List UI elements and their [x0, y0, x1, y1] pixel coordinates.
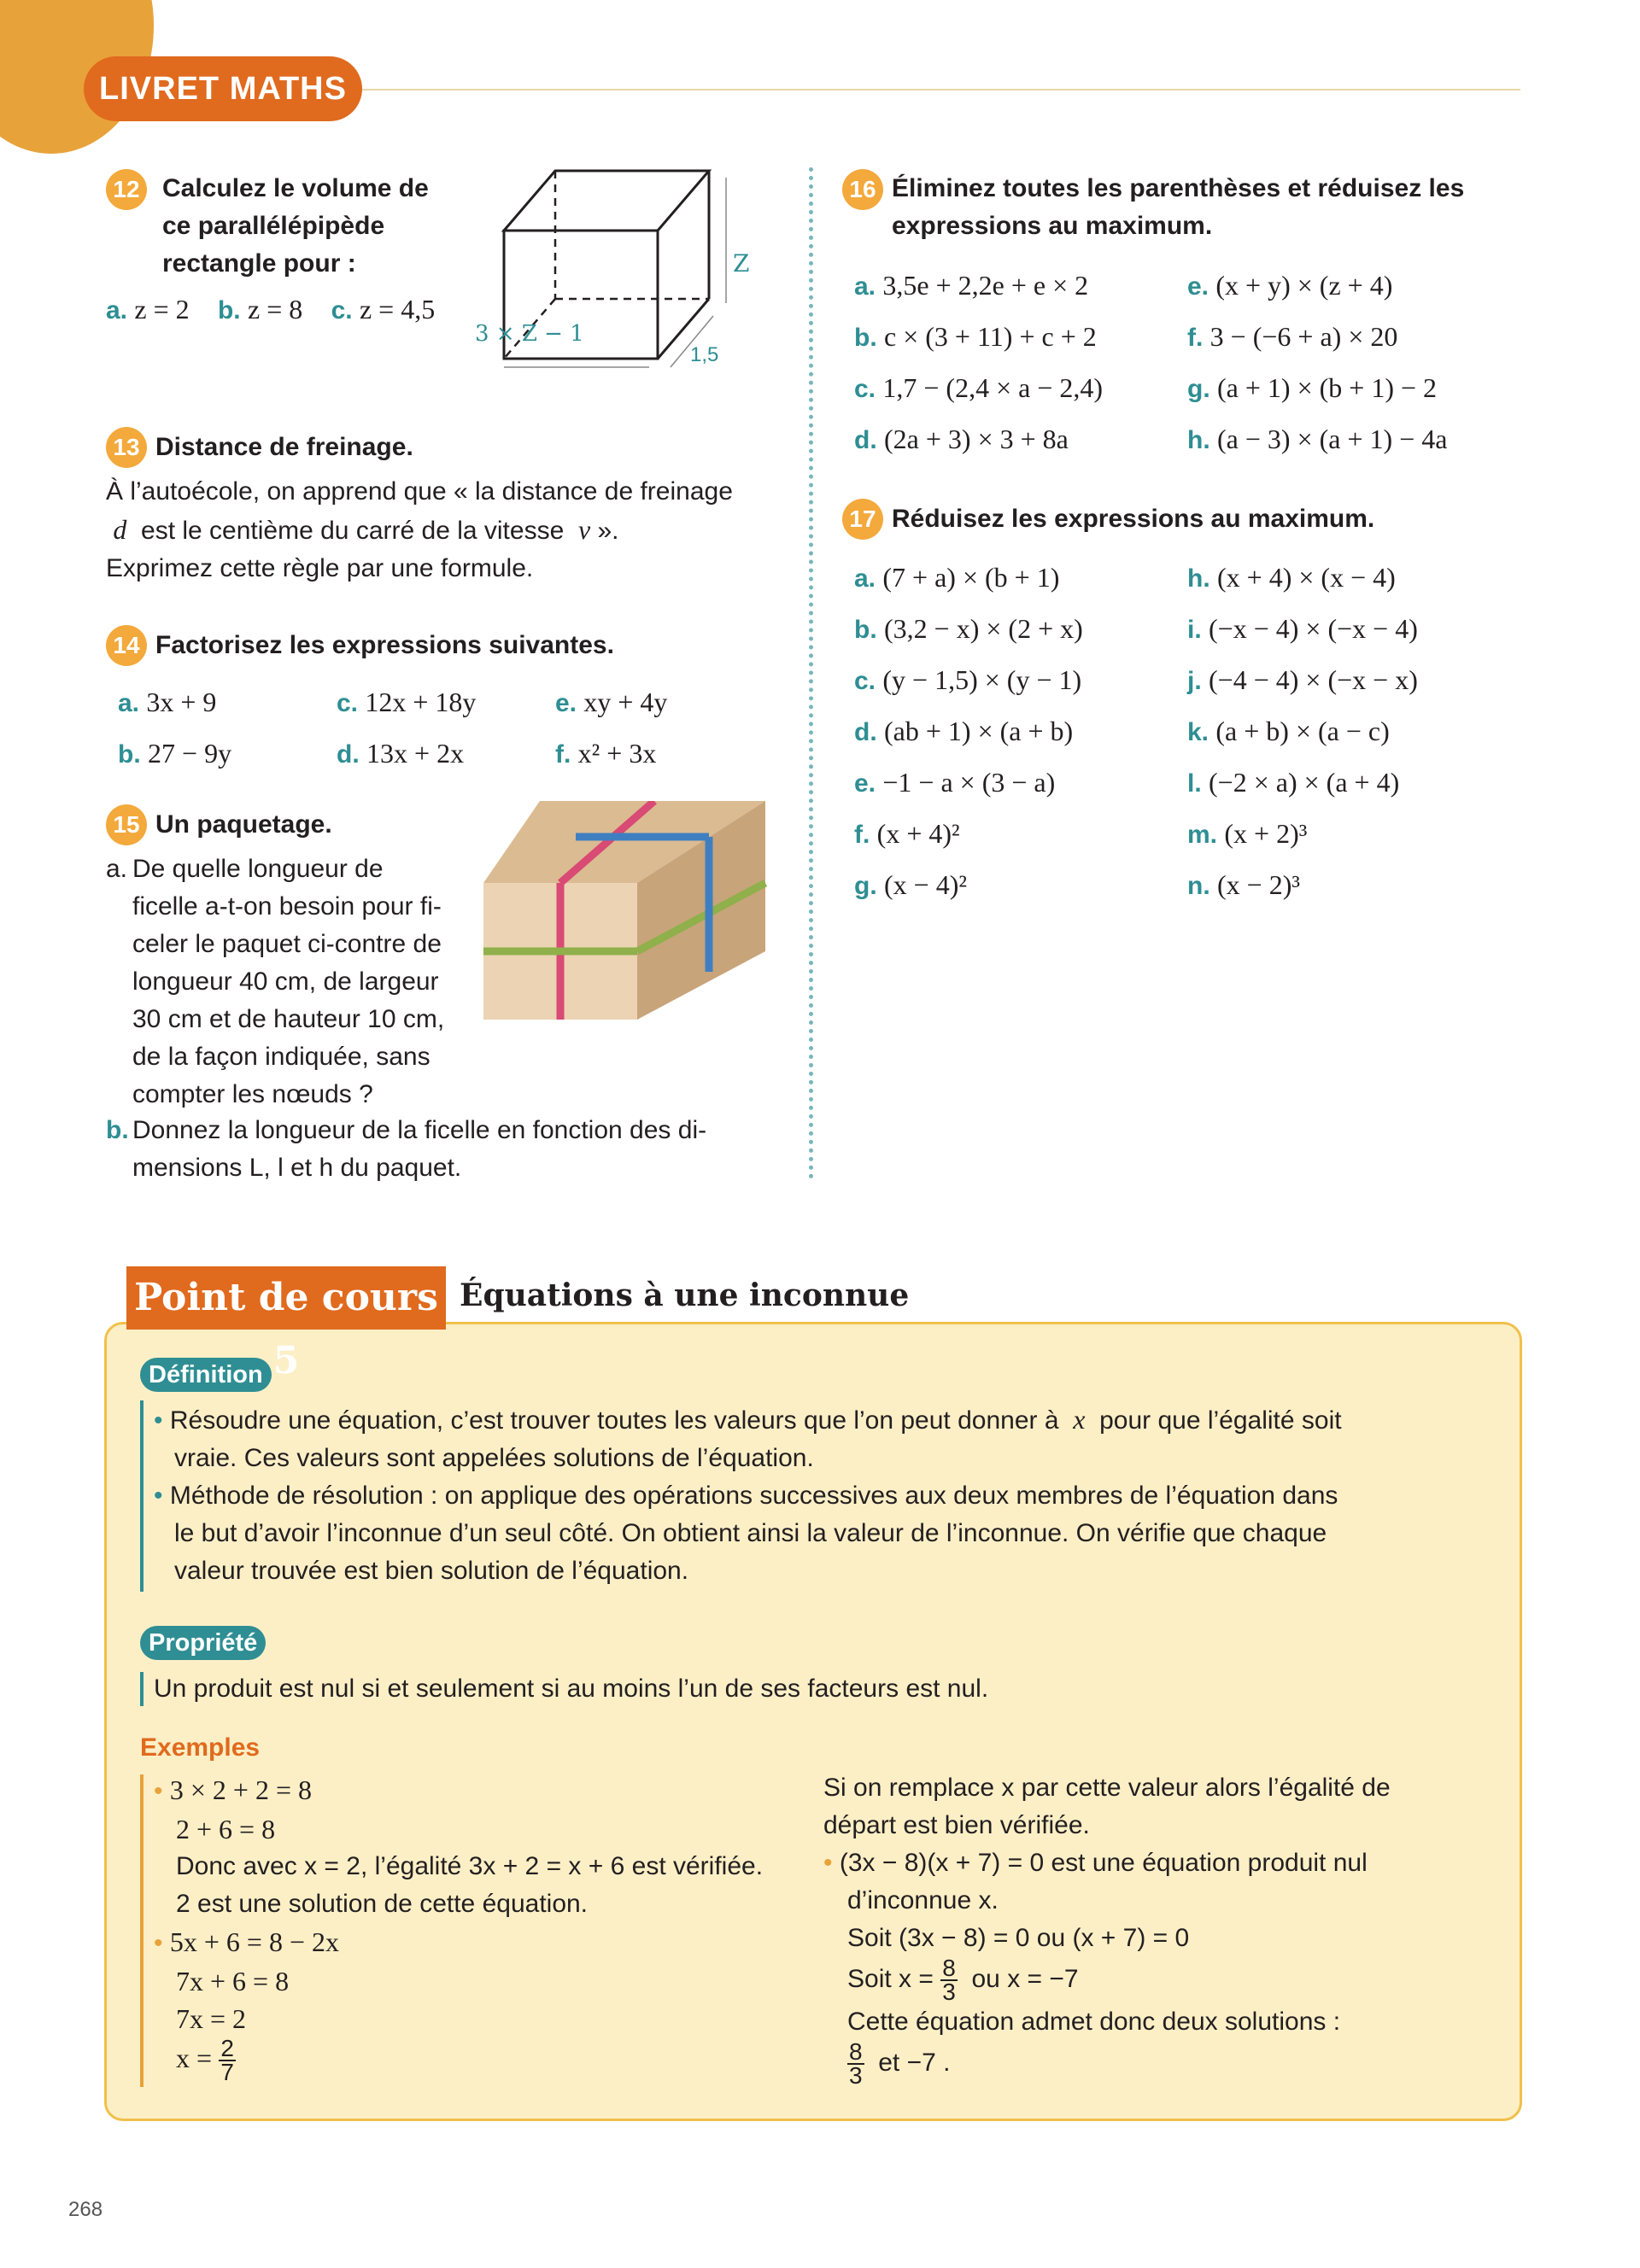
exercise-15-part-b: Donnez la longueur de la ficelle en fonction des di- mensions L, l et h du paquet.: [132, 1116, 707, 1182]
header-rule: [362, 89, 1520, 91]
exercise-17-item-g: g. (x − 4)²: [854, 869, 967, 900]
definition-bar: [140, 1400, 144, 1592]
figure-label-length: 3 × Z − 1: [475, 321, 584, 347]
property-text: Un produit est nul si et seulement si au moins l’un de ses facteurs est nul.: [154, 1675, 989, 1703]
exercise-16-item-b: b. c × (3 + 11) + c + 2: [854, 321, 1097, 352]
exercise-number-15: 15: [106, 804, 147, 845]
figure-label-depth: 1,5: [690, 343, 719, 366]
exercise-number-17: 17: [842, 499, 883, 540]
exercise-17-item-k: k. (a + b) × (a − c): [1187, 716, 1390, 746]
exercise-16-item-c: c. 1,7 − (2,4 × a − 2,4): [854, 372, 1104, 403]
exercise-17-item-i: i. (−x − 4) × (−x − 4): [1187, 613, 1418, 644]
exercise-number-12: 12: [106, 169, 147, 210]
exercise-17-item-a: a. (7 + a) × (b + 1): [854, 562, 1060, 593]
figure-label-height: Z: [733, 249, 750, 278]
exercise-17-item-c: c. (y − 1,5) × (y − 1): [854, 664, 1082, 695]
fraction-8-3-b: $\frac{8}{3}$: [849, 2038, 863, 2089]
property-bar: [140, 1672, 144, 1706]
exercise-16-item-a: a. 3,5e + 2,2e + e × 2: [854, 270, 1089, 301]
exercise-17-item-b: b. (3,2 − x) × (2 + x): [854, 613, 1083, 644]
page-number: 268: [68, 2198, 103, 2221]
exercise-15-part-a: De quelle longueur de ficelle a-t-on besoin pour fi- celer le paquet ci-contre de longueur 40 cm, de largeur 30 cm et de hauteur 10 cm, de la façon indiquée, sans compter les nœuds ?: [132, 855, 445, 1108]
course-title: Équations à une inconnue: [460, 1277, 910, 1313]
exercise-14-item-c: c. 12x + 18y: [337, 687, 477, 717]
exercise-14-item-f: f. x² + 3x: [555, 738, 657, 769]
exercise-14-item-b: b. 27 − 9y: [118, 738, 232, 769]
exercise-17-item-f: f. (x + 4)²: [854, 818, 960, 849]
exercise-16-item-e: e. (x + y) × (z + 4): [1187, 270, 1393, 301]
fraction-2-7: $\frac{2}{7}$: [220, 2035, 234, 2085]
examples-bar: [140, 1774, 144, 2087]
exercise-16-item-g: g. (a + 1) × (b + 1) − 2: [1187, 372, 1438, 403]
examples-right: Si on remplace x par cette valeur alors l’égalité de départ est bien vérifiée. • (3x − 8)(x + 7) = 0 est une équation produit nul d’inconnue x. Soit (3x − 8) = 0 ou (x + 7) = 0 Soit x = $\frac{8}{3}$ ou x = −7 Cette équation admet donc deux solutions : $\frac{8}{3}$ et −7 .: [823, 1774, 1391, 2089]
exercise-17-item-d: d. (ab + 1) × (a + b): [854, 716, 1074, 746]
fraction-8-3-a: $\frac{8}{3}$: [942, 1955, 956, 2005]
exercise-16-item-f: f. 3 − (−6 + a) × 20: [1187, 321, 1398, 352]
exercise-17-item-l: l. (−2 × a) × (a + 4): [1187, 767, 1400, 798]
exercise-13-title: Distance de freinage.: [155, 433, 413, 461]
exercise-12-title: Calculez le volume de ce parallélépipède rectangle pour :: [162, 174, 429, 278]
section-tab: LIVRET MATHS: [84, 56, 362, 121]
exercise-14-item-e: e. xy + 4y: [555, 687, 668, 717]
exercise-17-item-e: e. −1 − a × (3 − a): [854, 767, 1056, 798]
exercise-15-part-a-label: a.: [106, 855, 128, 883]
exercise-13-text: À l’autoécole, on apprend que « la distance de freinage d est le centième du carré de la vitesse v ». Exprimez cette règle par une formule.: [106, 477, 733, 582]
column-separator: [809, 167, 813, 1179]
exercise-17-item-j: j. (−4 − 4) × (−x − x): [1187, 664, 1418, 695]
exercise-12-items: a. z = 2 b. z = 8 c. z = 4,5: [106, 294, 436, 324]
exercise-17-item-h: h. (x + 4) × (x − 4): [1187, 562, 1396, 593]
examples-left: • 3 × 2 + 2 = 8 2 + 6 = 8 Donc avec x = 2, l’égalité 3x + 2 = x + 6 est vérifiée. 2 est une solution de cette équation. • 5x + 6 = 8 − 2x 7x + 6 = 8 7x = 2 x = $\frac{2}{7}$: [154, 1774, 764, 2085]
exercise-17-title: Réduisez les expressions au maximum.: [892, 505, 1375, 533]
exercise-number-13: 13: [106, 427, 147, 468]
exercise-15-title: Un paquetage.: [155, 810, 332, 839]
exercise-16-item-d: d. (2a + 3) × 3 + 8a: [854, 424, 1069, 454]
package-figure: [483, 801, 774, 1023]
exercise-16-item-h: h. (a − 3) × (a + 1) − 4a: [1187, 424, 1448, 454]
property-label: Propriété: [140, 1626, 266, 1660]
exercise-16-title: Éliminez toutes les parenthèses et réduisez les expressions au maximum.: [892, 174, 1465, 240]
exercise-17-item-n: n. (x − 2)³: [1187, 869, 1300, 900]
examples-label: Exemples: [140, 1733, 261, 1762]
exercise-15-part-b-label: b.: [106, 1116, 129, 1144]
definition-label: Définition: [140, 1358, 272, 1392]
exercise-14-title: Factorisez les expressions suivantes.: [155, 631, 614, 659]
definition-text: • Résoudre une équation, c’est trouver toutes les valeurs que l’on peut donner à x pour que l’égalité soit vraie. Ces valeurs sont appelées solutions de l’équation. • Méthode de résolution : on applique des opérations successives aux deux membres de l’équation dans le but d’avoir l’inconnue d’un seul côté. On obtient ainsi la valeur de l’inconnue. On vérifie que chaque valeur trouvée est bien solution de l’équation.: [154, 1404, 1342, 1585]
exercise-number-14: 14: [106, 625, 147, 666]
exercise-number-16: 16: [842, 169, 883, 210]
exercise-14-item-d: d. 13x + 2x: [337, 738, 465, 769]
exercise-14-item-a: a. 3x + 9: [118, 687, 217, 717]
exercise-17-item-m: m. (x + 2)³: [1187, 818, 1308, 849]
course-badge: Point de cours 5: [126, 1266, 446, 1330]
